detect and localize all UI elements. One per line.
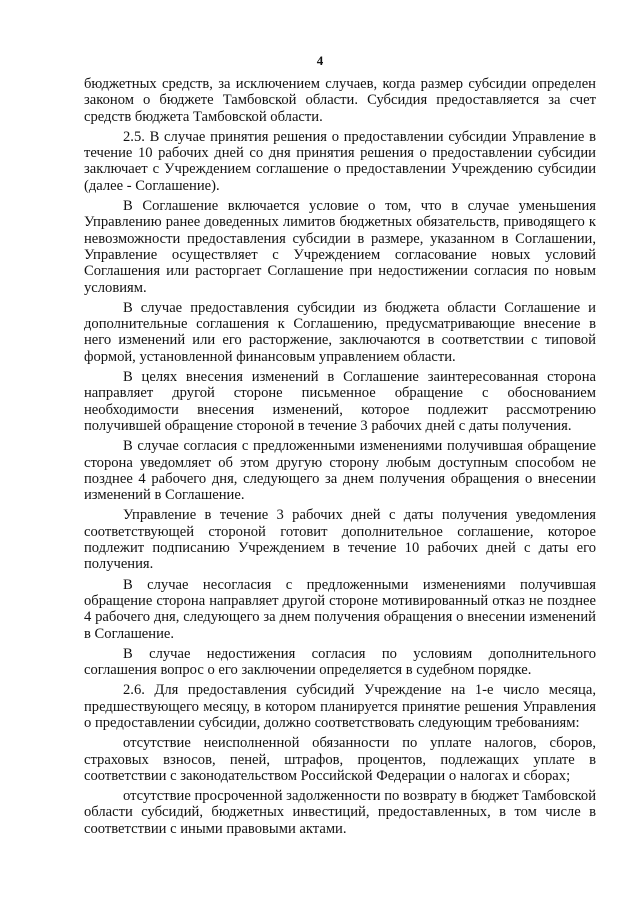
requirement-no-overdue-debt: отсутствие просроченной задолженности по возврату в бюджет Тамбовской области субсидий, бюджетных инвестиций, предоставленных, в том числе в соответствии с иными правовыми актами. [84,788,596,837]
paragraph-continuation: бюджетных средств, за исключением случаев, когда размер субсидии определен законом о бюджете Тамбовской области. Субсидия предоставляется за счет средств бюджета Тамбовской области. [84,76,596,125]
paragraph-additional-agreement: Управление в течение 3 рабочих дней с даты получения уведомления соответствующей стороной готовит дополнительное соглашение, которое подлежит подписанию Учреждением в течение 10 рабочих дней с даты его получения. [84,507,596,573]
paragraph-consent: В случае согласия с предложенными изменениями получившая обращение сторона уведомляет об этом другую сторону любым доступным способом не позднее 4 рабочего дня, следующего за днем получения обращения о внесении изменений в Соглашение. [84,438,596,504]
paragraph-2-5: 2.5. В случае принятия решения о предоставлении субсидии Управление в течение 10 рабочих дней со дня принятия решения о предоставлении субсидии заключает с Учреждением соглашение о предоставлении Учреждению субсидии (далее - Соглашение). [84,128,596,194]
paragraph-typical-form: В случае предоставления субсидии из бюджета области Соглашение и дополнительные соглашения к Соглашению, предусматривающие внесение в него изменений или его расторжение, заключаются в соответствии с типовой формой, установленной финансовым управлением области. [84,299,596,365]
page-number: 4 [316,53,324,68]
paragraph-refusal: В случае несогласия с предложенными изменениями получившая обращение сторона направляет другой стороне мотивированный отказ не позднее 4 рабочего дня, следующего за днем получения обращения о внесении изменений в Соглашение. [84,576,596,642]
paragraph-agreement-condition: В Соглашение включается условие о том, что в случае уменьшения Управлению ранее доведенных лимитов бюджетных обязательств, приводящего к невозможности предоставления субсидии в размере, указанном в Соглашении, Управление осуществляет с Учреждением согласование новых условий Соглашения или расторгает Соглашение при недостижении согласия по новым условиям. [84,198,596,296]
paragraph-changes-request: В целях внесения изменений в Соглашение заинтересованная сторона направляет другой стороне письменное обращение с обоснованием необходимости внесения изменений, которое подлежит рассмотрению получившей обращение стороной в течение 3 рабочих дней с даты получения. [84,369,596,434]
requirement-no-tax-debt: отсутствие неисполненной обязанности по уплате налогов, сборов, страховых взносов, пеней, штрафов, процентов, подлежащих уплате в соответствии с законодательством Российской Федерации о налогах и сборах; [84,735,596,784]
paragraph-court: В случае недостижения согласия по условиям дополнительного соглашения вопрос о его заключении определяется в судебном порядке. [84,645,596,679]
document-body [84,76,596,837]
paragraph-2-6: 2.6. Для предоставления субсидий Учреждение на 1-е число месяца, предшествующего месяцу, в котором планируется принятие решения Управления о предоставлении субсидии, должно соответствовать следующим требованиям: [84,682,596,731]
